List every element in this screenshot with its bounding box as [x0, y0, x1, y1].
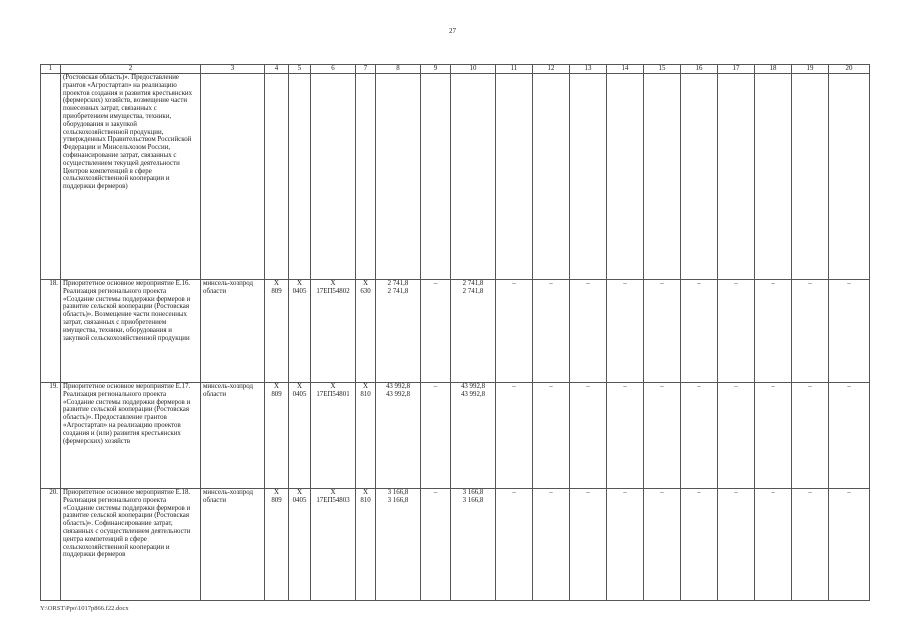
col-header: 8	[376, 65, 421, 74]
value: Х	[274, 489, 279, 496]
cell-c14: –	[607, 280, 644, 383]
cell-num	[41, 74, 61, 280]
col-header: 2	[61, 65, 201, 74]
cell-num: 20.	[41, 489, 61, 601]
cell-num: 18.	[41, 280, 61, 383]
cell-executor: минсель-хозпрод области	[201, 280, 265, 383]
cell-c7	[356, 489, 376, 601]
col-header: 18	[755, 65, 792, 74]
file-path-footer: Y:\ORST\Ppo\1017p866.f22.docx	[40, 605, 129, 612]
value: 3 166,8	[387, 496, 409, 504]
value: 2 741,8	[387, 287, 409, 295]
value: Х	[363, 489, 368, 496]
cell-c17: –	[718, 383, 755, 489]
value: 810	[360, 390, 371, 398]
cell	[451, 74, 496, 280]
col-header: 6	[311, 65, 356, 74]
value: 17ЕП54802	[316, 287, 350, 295]
cell-c6	[311, 489, 356, 601]
cell	[755, 74, 792, 280]
cell-executor: минсель-хозпрод области	[201, 383, 265, 489]
table-row	[41, 489, 870, 601]
cell-c15: –	[644, 280, 681, 383]
cell-c17: –	[718, 280, 755, 383]
col-header: 16	[681, 65, 718, 74]
cell-c18: –	[755, 489, 792, 601]
cell-c13: –	[570, 489, 607, 601]
value: Х	[363, 280, 368, 287]
value: 0405	[292, 390, 307, 398]
cell-description: Приоритетное основное мероприятие Е.16. Реализация регионального проекта «Создание системы поддержки фермеров и развитие сельской кооперации (Ростовская область)». Возмещение части понесенных затрат, связанных с приобретением имущества, техники, оборудования и закупкой сельскохозяйственной продукции	[61, 280, 201, 383]
cell-num: 19.	[41, 383, 61, 489]
col-header: 19	[792, 65, 829, 74]
value: 3 166,8	[387, 489, 409, 496]
value: Х	[297, 280, 302, 287]
cell-c13: –	[570, 280, 607, 383]
cell-description: Приоритетное основное мероприятие Е.17. Реализация регионального проекта «Создание системы поддержки фермеров и развитие сельской кооперации (Ростовская область)». Предоставление грантов «Агростартап» на реализацию проектов создания и (или) развития крестьянских (фермерских) хозяйств	[61, 383, 201, 489]
value: 630	[360, 287, 371, 295]
cell-c11: –	[496, 383, 533, 489]
cell-c6	[311, 383, 356, 489]
cell-c12: –	[533, 489, 570, 601]
cell-c4	[265, 280, 289, 383]
value: 43 992,8	[385, 390, 411, 398]
cell-c10	[451, 280, 496, 383]
cell-c8	[376, 489, 421, 601]
value: 43 992,8	[460, 383, 486, 390]
cell-c18: –	[755, 280, 792, 383]
cell	[533, 74, 570, 280]
cell-c19: –	[792, 383, 829, 489]
cell	[644, 74, 681, 280]
cell	[681, 74, 718, 280]
col-header: 11	[496, 65, 533, 74]
value: Х	[297, 489, 302, 496]
cell-c5	[289, 383, 311, 489]
cell-c12: –	[533, 383, 570, 489]
col-header: 20	[829, 65, 870, 74]
cell-c16: –	[681, 383, 718, 489]
cell-c16: –	[681, 489, 718, 601]
cell	[289, 74, 311, 280]
value: 3 166,8	[462, 496, 484, 504]
cell-c17: –	[718, 489, 755, 601]
col-header: 4	[265, 65, 289, 74]
table-row	[41, 280, 870, 383]
cell-c13: –	[570, 383, 607, 489]
cell-c8	[376, 280, 421, 383]
cell-c16: –	[681, 280, 718, 383]
value: 43 992,8	[385, 383, 411, 390]
cell-c7	[356, 280, 376, 383]
cell-c8	[376, 383, 421, 489]
value: 0405	[292, 287, 307, 295]
col-header: 12	[533, 65, 570, 74]
value: 2 741,8	[387, 280, 409, 287]
cell-c7	[356, 383, 376, 489]
cell-c20: –	[829, 383, 870, 489]
cell-c11: –	[496, 489, 533, 601]
cell-c10	[451, 383, 496, 489]
cell-c10	[451, 489, 496, 601]
cell-c9: –	[421, 280, 451, 383]
cell-c11: –	[496, 280, 533, 383]
cell-c4	[265, 489, 289, 601]
value: 17ЕП54801	[316, 390, 350, 398]
cell	[496, 74, 533, 280]
cell-c14: –	[607, 489, 644, 601]
col-header: 13	[570, 65, 607, 74]
cell	[201, 74, 265, 280]
cell	[570, 74, 607, 280]
cell-c20: –	[829, 280, 870, 383]
cell	[718, 74, 755, 280]
cell-c4	[265, 383, 289, 489]
value: Х	[330, 489, 336, 496]
value: 809	[271, 287, 282, 295]
value: Х	[330, 383, 336, 390]
cell-c14: –	[607, 383, 644, 489]
table-row	[41, 383, 870, 489]
value: 17ЕП54803	[316, 496, 350, 504]
cell-c6	[311, 280, 356, 383]
cell	[829, 74, 870, 280]
budget-table	[40, 64, 870, 601]
col-header: 14	[607, 65, 644, 74]
value: Х	[330, 280, 336, 287]
value: Х	[363, 383, 368, 390]
page-number: 27	[449, 27, 456, 35]
col-header: 3	[201, 65, 265, 74]
column-number-header	[41, 65, 870, 74]
col-header: 9	[421, 65, 451, 74]
cell	[356, 74, 376, 280]
value: Х	[274, 280, 279, 287]
cell-executor: минсель-хозпрод области	[201, 489, 265, 601]
col-header: 10	[451, 65, 496, 74]
cell-c5	[289, 280, 311, 383]
cell-c5	[289, 489, 311, 601]
cell	[311, 74, 356, 280]
col-header: 1	[41, 65, 61, 74]
value: 2 741,8	[462, 287, 484, 295]
cell	[607, 74, 644, 280]
table-row-continued	[41, 74, 870, 280]
value: 810	[360, 496, 371, 504]
cell-c15: –	[644, 489, 681, 601]
cell-c9: –	[421, 489, 451, 601]
cell-description: Приоритетное основное мероприятие Е.18. Реализация регионального проекта «Создание системы поддержки фермеров и развитие сельской кооперации (Ростовская область)». Софинансирование затрат, связанных с осуществлением деятельности центра компетенций в сфере сельскохозяйственной кооперации и поддержки фермеров	[61, 489, 201, 601]
cell-description: (Ростовская область)». Предоставление грантов «Агростартап» на реализацию проектов создания и развития крестьянских (фермерских) хозяйств, возмещение части понесенных затрат, связанных с приобретением имущества, техники, оборудования и закупкой сельскохозяйственной продукции, утвержденных Правительством Российской Федерации и Минсельхозом России, софинансирование затрат, связанных с осуществлением текущей деятельности Центров компетенций в сфере сельскохозяйственной кооперации и поддержки фермеров)	[61, 74, 201, 280]
cell-c19: –	[792, 280, 829, 383]
cell-c9: –	[421, 383, 451, 489]
cell-c19: –	[792, 489, 829, 601]
cell-c20: –	[829, 489, 870, 601]
col-header: 17	[718, 65, 755, 74]
cell	[376, 74, 421, 280]
value: 3 166,8	[462, 489, 484, 496]
cell-c15: –	[644, 383, 681, 489]
cell	[421, 74, 451, 280]
cell	[792, 74, 829, 280]
col-header: 15	[644, 65, 681, 74]
value: Х	[274, 383, 279, 390]
value: 0405	[292, 496, 307, 504]
value: 43 992,8	[460, 390, 486, 398]
value: 809	[271, 496, 282, 504]
cell-c18: –	[755, 383, 792, 489]
value: 809	[271, 390, 282, 398]
col-header: 7	[356, 65, 376, 74]
value: Х	[297, 383, 302, 390]
cell-c12: –	[533, 280, 570, 383]
col-header: 5	[289, 65, 311, 74]
value: 2 741,8	[462, 280, 484, 287]
cell	[265, 74, 289, 280]
